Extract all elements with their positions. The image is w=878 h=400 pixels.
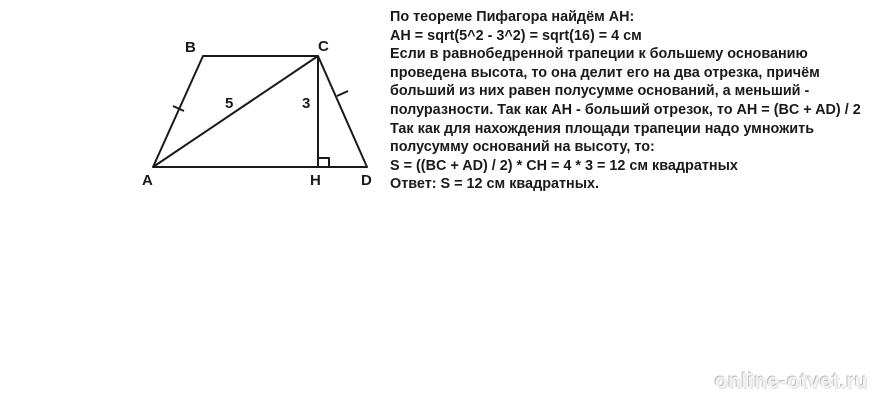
vertex-label-b: B xyxy=(185,39,196,56)
trapezoid-abcd xyxy=(153,56,367,167)
solution-line: полусумму оснований на высоту, то: xyxy=(390,139,655,156)
vertex-label-h: H xyxy=(310,172,321,189)
segment-label-ch: 3 xyxy=(302,95,311,112)
solution-line: AH = sqrt(5^2 - 3^2) = sqrt(16) = 4 см xyxy=(390,27,642,44)
solution-line: Ответ: S = 12 см квадратных. xyxy=(390,176,600,193)
segment-label-ac: 5 xyxy=(225,95,234,112)
solution-line: больший из них равен полусумме оснований, а меньший - xyxy=(390,83,810,100)
solution-line: S = ((BC + AD) / 2) * CH = 4 * 3 = 12 см квадратных xyxy=(390,157,738,174)
solution-line: проведена высота, то она делит его на два отрезка, причём xyxy=(390,64,820,81)
tick-mark-cd xyxy=(337,91,348,96)
solution-line: полуразности. Так как AH - больший отрезок, то AH = (BC + AD) / 2 xyxy=(390,101,861,118)
vertex-label-a: A xyxy=(142,172,153,189)
trapezoid-diagram xyxy=(0,0,390,200)
watermark-text: online-otvet.ru xyxy=(714,370,868,393)
solution-line: По теореме Пифагора найдём AH: xyxy=(390,9,635,25)
solution-line: Если в равнобедренной трапеции к большему основанию xyxy=(390,46,808,63)
vertex-label-d: D xyxy=(361,172,372,189)
right-angle-mark xyxy=(318,158,329,167)
solution-line: Так как для нахождения площади трапеции надо умножить xyxy=(390,120,815,137)
solution-text xyxy=(390,8,870,194)
vertex-label-c: C xyxy=(318,38,329,55)
